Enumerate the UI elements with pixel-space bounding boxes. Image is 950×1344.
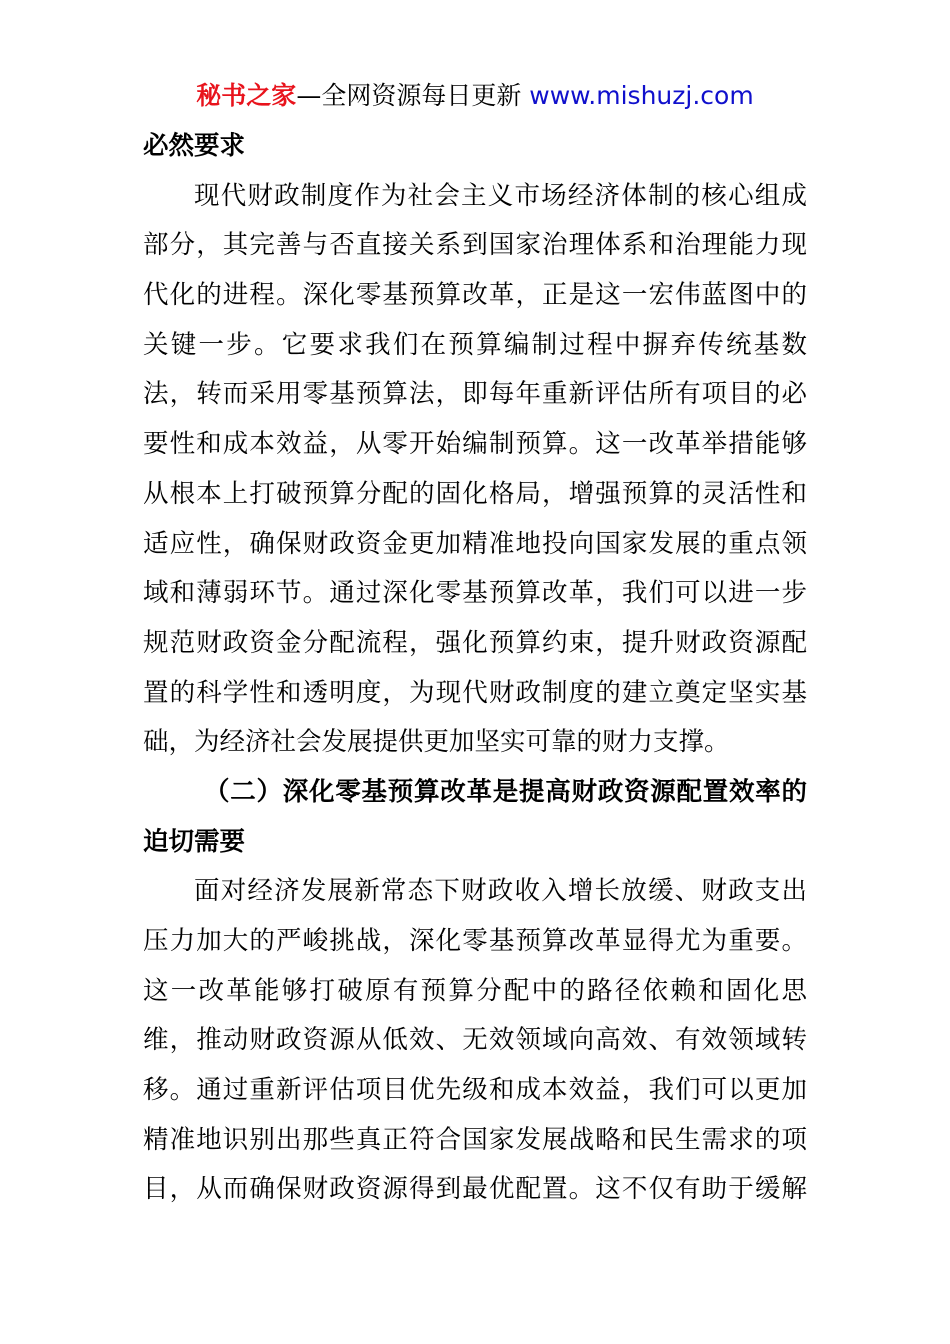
paragraph-line: 从根本上打破预算分配的固化格局，增强预算的灵活性和 [143, 478, 807, 509]
paragraph-line: 这一改革能够打破原有预算分配中的路径依赖和固化思 [143, 975, 807, 1006]
paragraph-line: 法，转而采用零基预算法，即每年重新评估所有项目的必 [143, 379, 807, 410]
site-header [0, 78, 950, 114]
paragraph-line: 置的科学性和透明度，为现代财政制度的建立奠定坚实基 [143, 677, 807, 708]
paragraph-line: 要性和成本效益，从零开始编制预算。这一改革举措能够 [143, 429, 807, 460]
site-url-link[interactable]: www.mishuzj.com [529, 81, 754, 110]
paragraph-line: 压力加大的严峻挑战，深化零基预算改革显得尤为重要。 [143, 926, 807, 956]
site-tagline: —全网资源每日更新 [296, 81, 530, 110]
paragraph-line: 现代财政制度作为社会主义市场经济体制的核心组成 [194, 180, 807, 211]
section-heading-line: （二）深化零基预算改革是提高财政资源配置效率的 [204, 776, 807, 807]
document-body [143, 122, 807, 1215]
paragraph-1 [143, 172, 807, 768]
paragraph-line: 部分，其完善与否直接关系到国家治理体系和治理能力现 [143, 230, 807, 261]
site-brand: 秘书之家 [196, 81, 297, 110]
paragraph-2 [143, 867, 807, 1215]
section-heading-2 [143, 768, 807, 867]
paragraph-line: 代化的进程。深化零基预算改革，正是这一宏伟蓝图中的 [143, 280, 807, 311]
paragraph-line: 域和薄弱环节。通过深化零基预算改革，我们可以进一步 [143, 578, 807, 609]
paragraph-line: 精准地识别出那些真正符合国家发展战略和民生需求的项 [143, 1124, 807, 1155]
paragraph-line: 维，推动财政资源从低效、无效领域向高效、有效领域转 [143, 1025, 807, 1056]
paragraph-line: 目，从而确保财政资源得到最优配置。这不仅有助于缓解 [143, 1174, 807, 1205]
paragraph-line: 础，为经济社会发展提供更加坚实可靠的财力支撑。 [143, 727, 730, 758]
paragraph-line: 面对经济发展新常态下财政收入增长放缓、财政支出 [194, 876, 807, 907]
section-heading-line: 迫切需要 [143, 826, 246, 857]
section-heading-tail: 必然要求 [143, 131, 246, 161]
paragraph-line: 规范财政资金分配流程，强化预算约束，提升财政资源配 [143, 627, 807, 658]
paragraph-line: 适应性，确保财政资金更加精准地投向国家发展的重点领 [143, 528, 807, 559]
paragraph-line: 移。通过重新评估项目优先级和成本效益，我们可以更加 [143, 1075, 807, 1106]
paragraph-line: 关键一步。它要求我们在预算编制过程中摒弃传统基数 [143, 329, 807, 360]
